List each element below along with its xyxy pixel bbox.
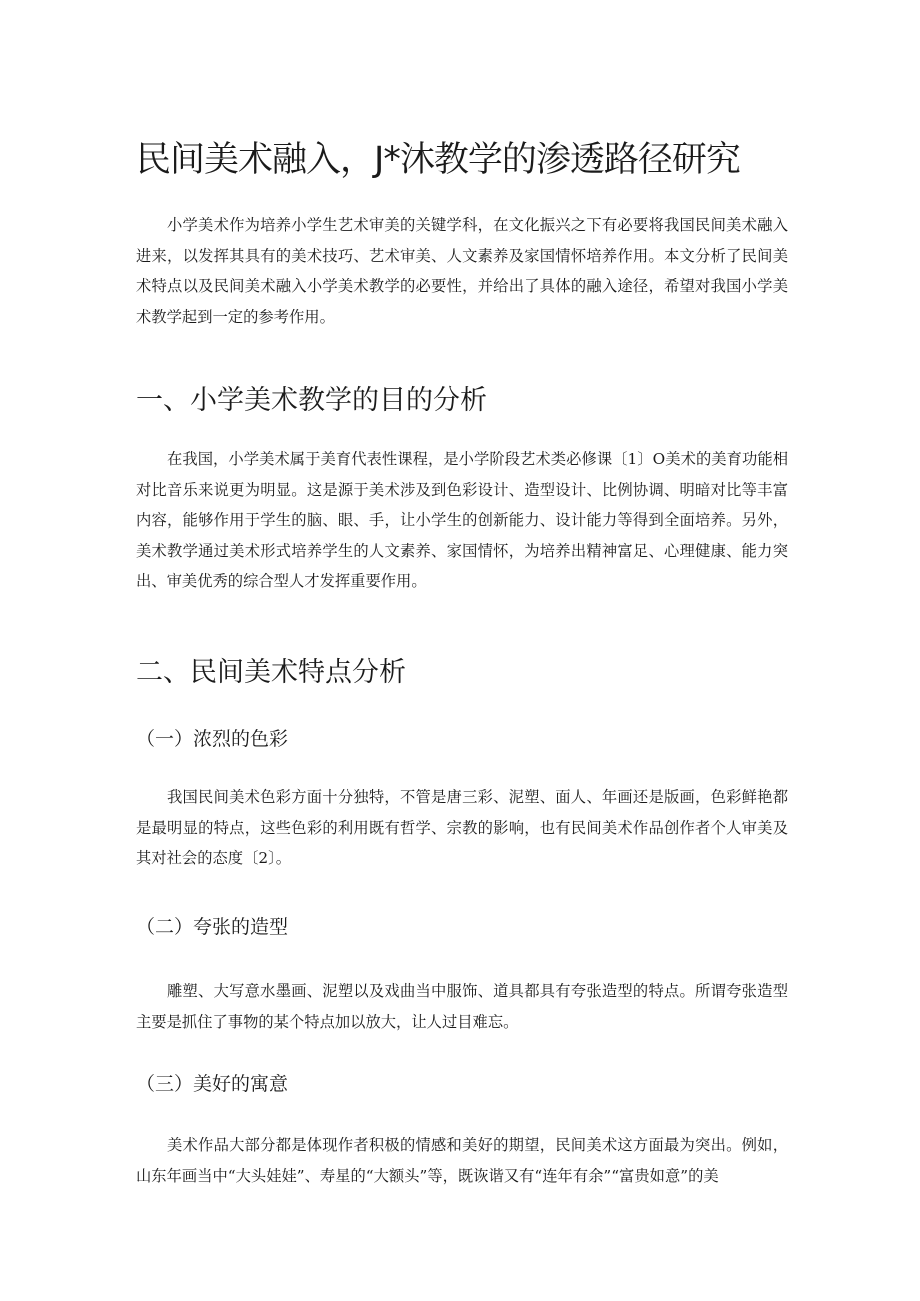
subsection-3-paragraph: 美术作品大部分都是体现作者积极的情感和美好的期望，民间美术这方面最为突出。例如，山东年画当中“大头娃娃”、寿星的“大额头”等，既诙谐又有“连年有余”“富贵如意”的美 bbox=[136, 1136, 788, 1185]
section-1-paragraph: 在我国，小学美术属于美育代表性课程，是小学阶段艺术类必修课〔1〕O美术的美育功能相对比音乐来说更为明显。这是源于美术涉及到色彩设计、造型设计、比例协调、明暗对比等丰富内容，能够作用于学生的脑、眼、手，让小学生的创新能力、设计能力等得到全面培养。另外，美术教学通过美术形式培养学生的人文素养、家国情怀，为培养出精神富足、心理健康、能力突出、审美优秀的综合型人才发挥重要作用。 bbox=[136, 450, 788, 590]
subsection-2-heading: （二）夸张的造型 bbox=[136, 916, 289, 938]
subsection-2-paragraph: 雕塑、大写意水墨画、泥塑以及戏曲当中服饰、道具都具有夸张造型的特点。所谓夸张造型主要是抓住了事物的某个特点加以放大，让人过目难忘。 bbox=[136, 982, 788, 1031]
abstract-paragraph: 小学美术作为培养小学生艺术审美的关键学科，在文化振兴之下有必要将我国民间美术融入进来，以发挥其具有的美术技巧、艺术审美、人文素养及家国情怀培养作用。本文分析了民间美术特点以及民间美术融入小学美术教学的必要性，并给出了具体的融入途径，希望对我国小学美术教学起到一定的参考作用。 bbox=[136, 216, 788, 326]
subsection-1-heading: （一）浓烈的色彩 bbox=[136, 728, 289, 750]
document-title: 民间美术融入，J*沐教学的渗透路径研究 bbox=[136, 140, 740, 180]
subsection-3-heading: （三）美好的寓意 bbox=[136, 1073, 289, 1095]
section-1-heading: 一、小学美术教学的目的分析 bbox=[136, 385, 487, 416]
subsection-1-paragraph: 我国民间美术色彩方面十分独特，不管是唐三彩、泥塑、面人、年画还是版画，色彩鲜艳都是最明显的特点，这些色彩的利用既有哲学、宗教的影响，也有民间美术作品创作者个人审美及其对社会的态度〔2〕。 bbox=[136, 788, 788, 867]
section-2-heading: 二、民间美术特点分析 bbox=[136, 657, 406, 688]
